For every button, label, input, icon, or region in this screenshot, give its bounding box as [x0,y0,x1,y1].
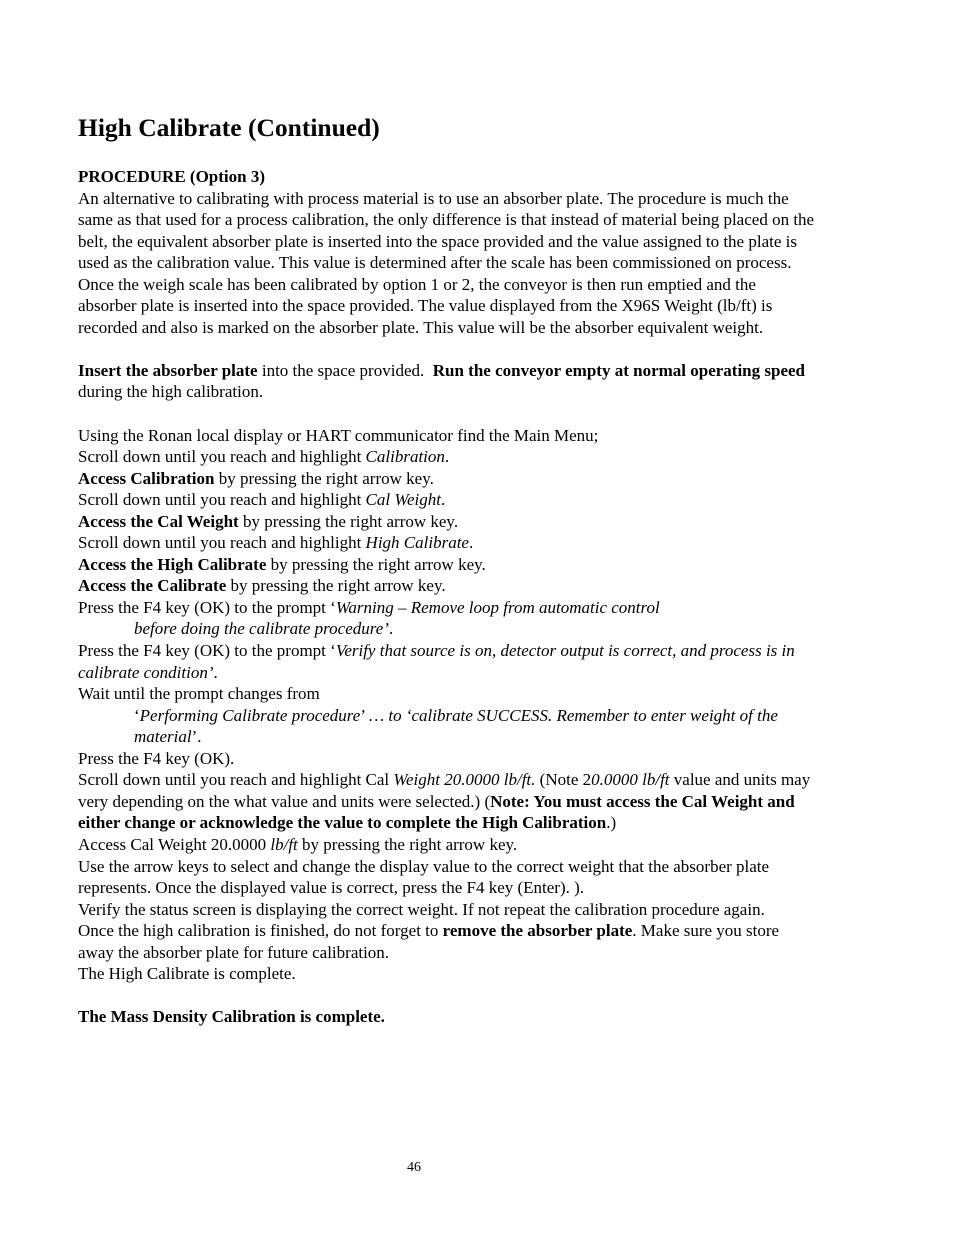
insert-instruction: Insert the absorber plate into the space provided. Run the conveyor empty at normal operating speed [78,360,805,380]
step-line: Access the Calibrate by pressing the right arrow key. [78,576,446,596]
step-line: Press the F4 key (OK) to the prompt ‘Verify that source is on, detector output is correct, and process is in [78,641,795,661]
step-line-indent: before doing the calibrate procedure’. [134,619,394,639]
step-line: Access Cal Weight 20.0000 lb/ft by pressing the right arrow key. [78,834,518,854]
insert-instruction-cont: during the high calibration. [78,382,264,402]
page-heading: High Calibrate (Continued) [78,113,380,142]
intro-line: An alternative to calibrating with process material is to use an absorber plate. The procedure is much the [78,188,789,208]
intro-line: absorber plate is inserted into the space provided. The value displayed from the X96S Weight (lb/ft) is [78,296,773,316]
intro-line: Once the weigh scale has been calibrated by option 1 or 2, the conveyor is then run emptied and the [78,274,756,294]
step-line: Scroll down until you reach and highlight High Calibrate. [78,533,474,553]
document-body [78,166,898,1028]
intro-line: same as that used for a process calibration, the only difference is that instead of material being placed on the [78,210,815,230]
step-line-indent: material’. [134,727,202,747]
step-line: Access Calibration by pressing the right arrow key. [78,468,434,488]
step-line: calibrate condition’. [78,662,218,682]
page-number: 46 [407,1160,421,1175]
step-line: Once the high calibration is finished, do not forget to remove the absorber plate. Make sure you store [78,921,780,941]
step-line: Access the High Calibrate by pressing the right arrow key. [78,554,486,574]
intro-line: recorded and also is marked on the absorber plate. This value will be the absorber equivalent weight. [78,317,764,337]
step-line: Wait until the prompt changes from [78,684,320,704]
step-line: Scroll down until you reach and highlight Cal Weight 20.0000 lb/ft. (Note 20.0000 lb/ft value and units may [78,770,811,790]
step-line: The High Calibrate is complete. [78,964,296,984]
completion-note: The Mass Density Calibration is complete. [78,1007,385,1027]
intro-line: used as the calibration value. This value is determined after the scale has been commissioned on process. [78,253,792,273]
step-line: Using the Ronan local display or HART communicator find the Main Menu; [78,425,599,445]
step-line-indent: ‘Performing Calibrate procedure’ … to ‘calibrate SUCCESS. Remember to enter weight of the [134,705,778,725]
step-line: Scroll down until you reach and highlight Cal Weight. [78,490,446,510]
step-line: Use the arrow keys to select and change the display value to the correct weight that the absorber plate [78,856,770,876]
procedure-title: PROCEDURE (Option 3) [78,167,266,186]
step-line: away the absorber plate for future calibration. [78,942,390,962]
step-line: very depending on the what value and units were selected.) (Note: You must access the Cal Weight and [78,791,795,811]
step-line: Press the F4 key (OK) to the prompt ‘Warning – Remove loop from automatic control [78,597,660,617]
step-line: Scroll down until you reach and highlight Calibration. [78,447,450,467]
step-line: represents. Once the displayed value is correct, press the F4 key (Enter). ). [78,878,585,898]
step-line: either change or acknowledge the value to complete the High Calibration.) [78,813,617,833]
intro-line: belt, the equivalent absorber plate is inserted into the space provided and the value assigned to the plate is [78,231,797,251]
step-line: Verify the status screen is displaying the correct weight. If not repeat the calibration procedure again. [78,899,765,919]
step-line: Press the F4 key (OK). [78,748,235,768]
step-line: Access the Cal Weight by pressing the right arrow key. [78,511,459,531]
